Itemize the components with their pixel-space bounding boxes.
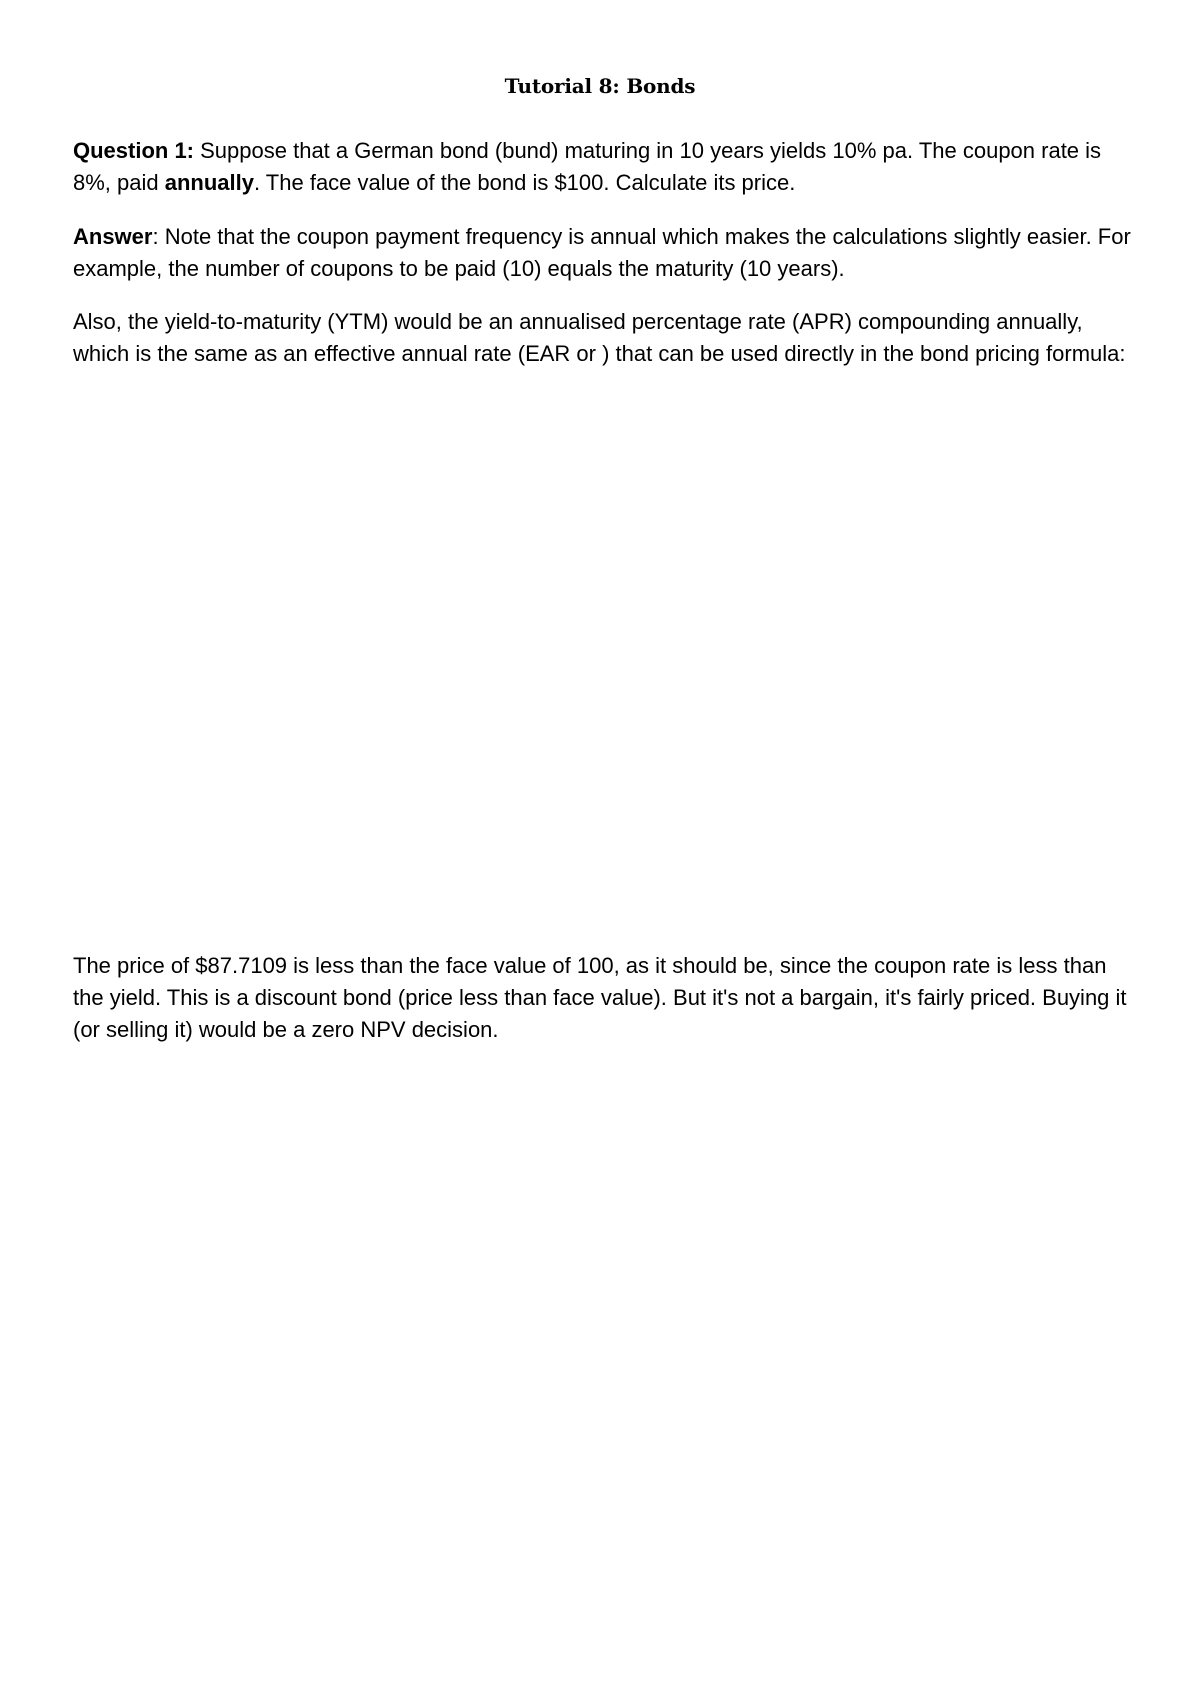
question-1-label: Question 1: (73, 138, 195, 163)
question-1-text-part1: Suppose that a German bond (bund) maturing in 10 years yields 10% pa. The coupon rate is 8%, paid (73, 138, 1102, 195)
question-1-paragraph (73, 135, 1143, 199)
page-title: Tutorial 8: Bonds (504, 74, 696, 98)
answer-paragraph (73, 221, 1143, 285)
answer-label: Answer (73, 224, 153, 249)
question-1-emphasis: annually (164, 170, 254, 195)
formula-blank-area (73, 410, 1143, 930)
price-conclusion-paragraph: The price of $87.7109 is less than the face value of 100, as it should be, since the coupon rate is less than the yield. This is a discount bond (price less than face value). But it's not a bargain, it's fairly priced. Buying it (or selling it) would be a zero NPV decision. (73, 953, 1127, 1042)
ytm-explanation-paragraph: Also, the yield-to-maturity (YTM) would be an annualised percentage rate (APR) compounding annually, which is the same as an effective annual rate (EAR or ) that can be used directly in the bond pricing formula: (73, 309, 1126, 366)
question-1-text-part2: . The face value of the bond is $100. Calculate its price. (253, 170, 796, 195)
answer-text: : Note that the coupon payment frequency is annual which makes the calculations slightly easier. For example, the number of coupons to be paid (10) equals the maturity (10 years). (73, 224, 1131, 281)
